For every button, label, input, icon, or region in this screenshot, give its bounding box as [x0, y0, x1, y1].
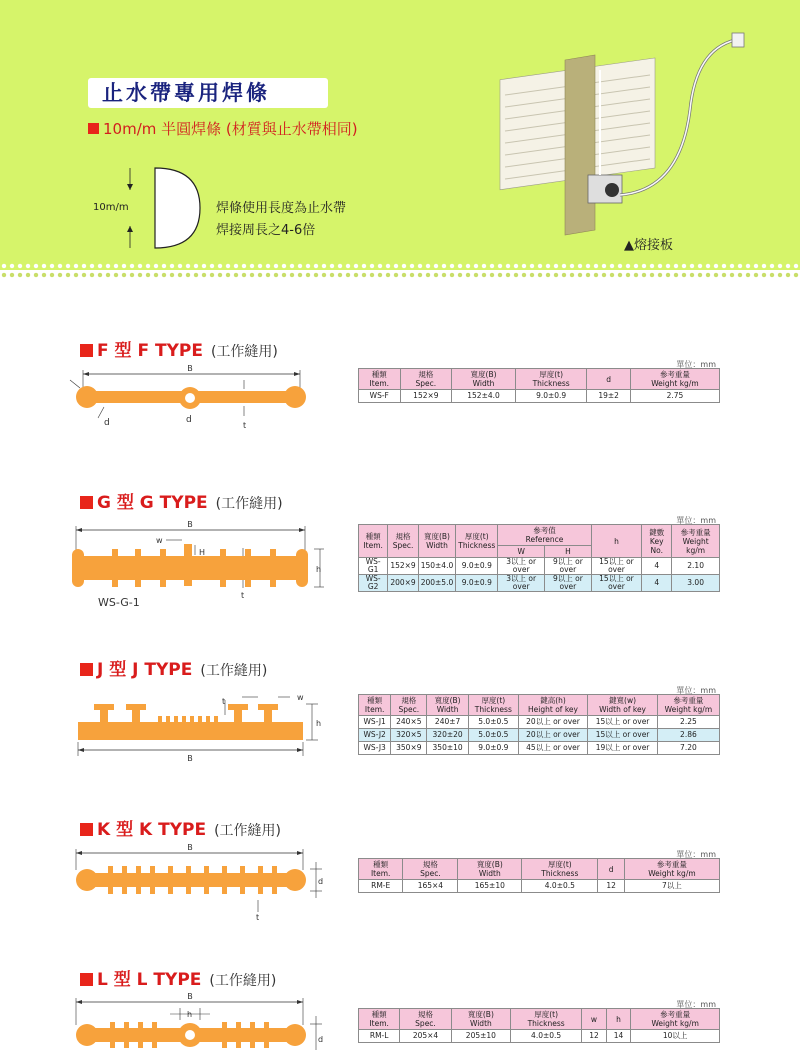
table-cell: 5.0±0.5 — [468, 716, 518, 729]
table-cell: 15以上 or over — [588, 716, 658, 729]
table-cell: WS-J3 — [359, 742, 391, 755]
table-header-cell: 寬度(B) Width — [458, 859, 522, 880]
g-label-h: h — [316, 565, 322, 574]
table-cell: 165×4 — [403, 880, 458, 893]
table-cell: 20以上 or over — [518, 716, 588, 729]
j-type-heading — [80, 655, 267, 680]
table-header-cell: h — [606, 1009, 631, 1030]
j-label-w: w — [297, 693, 304, 702]
table-header-cell: 厚度(t) Thickness — [511, 1009, 582, 1030]
table-cell: 2.86 — [657, 729, 719, 742]
k-type-code: K 型 K TYPE — [97, 820, 207, 840]
table-cell: 320±20 — [427, 729, 469, 742]
table-row — [359, 742, 720, 755]
table-row — [359, 729, 720, 742]
table-cell: 20以上 or over — [518, 729, 588, 742]
table-header-cell: 種類 Item. — [359, 525, 388, 558]
table-cell: WS-F — [359, 390, 401, 403]
k-type-diagram — [76, 849, 322, 912]
table-cell: WS-G1 — [359, 558, 388, 575]
table-header-cell: 厚度(t) Thickness — [456, 525, 498, 558]
table-cell: 12 — [582, 1030, 607, 1043]
table-cell: 152±4.0 — [452, 390, 516, 403]
table-header-cell: 參考重量 Weight kg/m — [672, 525, 720, 558]
table-cell: 205±10 — [451, 1030, 510, 1043]
table-cell: 19±2 — [587, 390, 631, 403]
k-type-spec-table — [358, 858, 720, 893]
table-cell: 150±4.0 — [418, 558, 456, 575]
j-label-B: B — [187, 754, 193, 763]
usage-line-2: 焊接周長之4-6倍 — [216, 223, 316, 238]
table-cell: 9.0±0.9 — [456, 575, 498, 592]
table-cell: 152×9 — [400, 390, 452, 403]
k-type-note: (工作縫用) — [214, 823, 282, 839]
banner-subtitle-text: 10m/m 半圓焊條 (材質與止水帶相同) — [103, 120, 358, 138]
l-type-heading — [80, 965, 276, 990]
f-unit-label: 單位：mm — [676, 360, 716, 369]
table-header-cell: 參考重量 Weight kg/m — [657, 695, 719, 716]
table-cell: 4.0±0.5 — [511, 1030, 582, 1043]
ws-g-1-label: WS-G-1 — [98, 596, 140, 609]
k-unit-label: 單位：mm — [676, 850, 716, 859]
reference-w-header: W — [498, 546, 545, 558]
table-cell: 7.20 — [657, 742, 719, 755]
half-round-rod-diagram — [127, 168, 200, 248]
l-unit-label: 單位：mm — [676, 1000, 716, 1009]
table-cell: 10以上 — [631, 1030, 720, 1043]
usage-line-1: 焊條使用長度為止水帶 — [216, 201, 347, 216]
rod-dimension-label: 10m/m — [93, 202, 129, 213]
g-label-H: H — [199, 548, 206, 557]
table-header-cell: 參考重量 Weight kg/m — [624, 859, 719, 880]
table-cell: 205×4 — [400, 1030, 451, 1043]
table-cell: 5.0±0.5 — [468, 729, 518, 742]
table-header-cell: 種類 Item. — [359, 695, 391, 716]
table-cell: WS-G2 — [359, 575, 388, 592]
table-cell: 350×9 — [391, 742, 427, 755]
table-cell: 14 — [606, 1030, 631, 1043]
table-header-cell: d — [587, 369, 631, 390]
k-label-t: t — [256, 913, 260, 922]
k-type-heading — [80, 815, 281, 840]
table-header-cell: 規格 Spec. — [388, 525, 418, 558]
g-label-w: w — [156, 536, 163, 545]
table-header-cell: 厚度(t) Thickness — [515, 369, 586, 390]
table-cell: 9.0±0.9 — [468, 742, 518, 755]
j-label-h: h — [316, 719, 322, 728]
table-header-cell: 厚度(t) Thickness — [522, 859, 598, 880]
table-cell: 4 — [642, 558, 672, 575]
f-type-note: (工作縫用) — [210, 344, 278, 360]
l-type-spec-table — [358, 1008, 720, 1043]
table-cell: RM-L — [359, 1030, 400, 1043]
table-header-cell: 厚度(t) Thickness — [468, 695, 518, 716]
table-header-cell: 寬度(B) Width — [427, 695, 469, 716]
table-header-cell: 參考重量 Weight kg/m — [631, 1009, 720, 1030]
table-header-cell: 寬度(B) Width — [452, 369, 516, 390]
reference-group-header: 參考值 Reference — [498, 525, 591, 546]
table-header-cell: h — [591, 525, 641, 558]
weld-plate-label: ▲熔接板 — [624, 238, 673, 253]
table-header-cell: 寬度(B) Width — [451, 1009, 510, 1030]
table-header-cell: 寬度(B) Width — [418, 525, 456, 558]
table-cell: 320×5 — [391, 729, 427, 742]
table-cell: 240±7 — [427, 716, 469, 729]
table-cell: 3以上 or over — [498, 558, 545, 575]
l-type-code: L 型 L TYPE — [97, 970, 202, 990]
table-cell: 350±10 — [427, 742, 469, 755]
table-row — [359, 1030, 720, 1043]
f-type-heading — [80, 336, 278, 361]
f-type-diagram — [70, 370, 306, 418]
g-label-t: t — [241, 591, 245, 600]
table-row — [359, 880, 720, 893]
l-type-note: (工作縫用) — [209, 973, 277, 989]
j-type-spec-table — [358, 694, 720, 755]
table-cell: 12 — [598, 880, 624, 893]
table-header-cell: 規格 Spec. — [391, 695, 427, 716]
table-cell: 4 — [642, 575, 672, 592]
g-type-note: (工作縫用) — [215, 496, 283, 512]
j-type-diagram — [78, 697, 318, 756]
table-cell: 9.0±0.9 — [456, 558, 498, 575]
k-label-d: d — [318, 877, 324, 886]
table-cell: 200×9 — [388, 575, 418, 592]
red-square-icon — [80, 496, 93, 509]
f-type-code: F 型 F TYPE — [97, 341, 203, 361]
table-row — [359, 390, 720, 403]
banner-title: 止水帶專用焊條 — [88, 78, 328, 108]
table-cell: 9.0±0.9 — [515, 390, 586, 403]
red-square-icon — [80, 973, 93, 986]
table-cell: WS-J1 — [359, 716, 391, 729]
k-label-B: B — [187, 843, 193, 852]
table-header-cell: 種類 Item. — [359, 369, 401, 390]
f-label-B: B — [187, 364, 193, 373]
red-square-icon — [80, 663, 93, 676]
table-cell: WS-J2 — [359, 729, 391, 742]
red-square-icon — [80, 344, 93, 357]
table-cell: 152×9 — [388, 558, 418, 575]
table-cell: 2.25 — [657, 716, 719, 729]
table-header-cell: 鍵寬(w) Width of key — [588, 695, 658, 716]
g-type-spec-table — [358, 524, 720, 592]
l-label-h: h — [187, 1010, 193, 1019]
table-header-cell: 規格 Spec. — [400, 1009, 451, 1030]
table-cell: 3以上 or over — [498, 575, 545, 592]
table-cell: 3.00 — [672, 575, 720, 592]
table-cell: 45以上 or over — [518, 742, 588, 755]
f-label-t: t — [243, 421, 247, 430]
red-square-icon — [80, 823, 93, 836]
table-header-cell: 鍵數 Key No. — [642, 525, 672, 558]
f-label-d1: d — [104, 418, 110, 428]
table-row — [359, 575, 720, 592]
table-cell: 4.0±0.5 — [522, 880, 598, 893]
g-label-B: B — [187, 520, 193, 529]
table-row — [359, 716, 720, 729]
weld-plate-illustration — [500, 33, 744, 235]
g-type-heading — [80, 488, 283, 513]
j-unit-label: 單位：mm — [676, 686, 716, 695]
table-cell: 9以上 or over — [545, 575, 592, 592]
j-type-code: J 型 J TYPE — [97, 660, 193, 680]
f-label-d2: d — [186, 415, 192, 425]
table-cell: 7以上 — [624, 880, 719, 893]
table-header-cell: 規格 Spec. — [400, 369, 452, 390]
j-label-t: t — [222, 697, 226, 706]
l-label-B: B — [187, 992, 193, 1001]
f-type-spec-table — [358, 368, 720, 403]
table-cell: 240×5 — [391, 716, 427, 729]
table-cell: 9以上 or over — [545, 558, 592, 575]
g-unit-label: 單位：mm — [676, 516, 716, 525]
g-type-code: G 型 G TYPE — [97, 493, 208, 513]
table-cell: 15以上 or over — [591, 575, 641, 592]
table-cell: 2.10 — [672, 558, 720, 575]
table-header-cell: 規格 Spec. — [403, 859, 458, 880]
table-cell: 15以上 or over — [591, 558, 641, 575]
l-label-d: d — [318, 1035, 324, 1044]
table-header-cell: 種類 Item. — [359, 1009, 400, 1030]
table-cell: RM-E — [359, 880, 403, 893]
table-header-cell: 參考重量 Weight kg/m — [630, 369, 719, 390]
l-type-diagram — [76, 998, 322, 1050]
table-header-cell: d — [598, 859, 624, 880]
reference-h-header: H — [545, 546, 592, 558]
g-type-diagram — [72, 526, 324, 588]
table-header-cell: 種類 Item. — [359, 859, 403, 880]
table-cell: 15以上 or over — [588, 729, 658, 742]
table-cell: 165±10 — [458, 880, 522, 893]
table-header-cell: w — [582, 1009, 607, 1030]
table-cell: 19以上 or over — [588, 742, 658, 755]
j-type-note: (工作縫用) — [200, 663, 268, 679]
table-cell: 200±5.0 — [418, 575, 456, 592]
table-header-cell: 鍵高(h) Height of key — [518, 695, 588, 716]
table-row — [359, 558, 720, 575]
table-cell: 2.75 — [630, 390, 719, 403]
